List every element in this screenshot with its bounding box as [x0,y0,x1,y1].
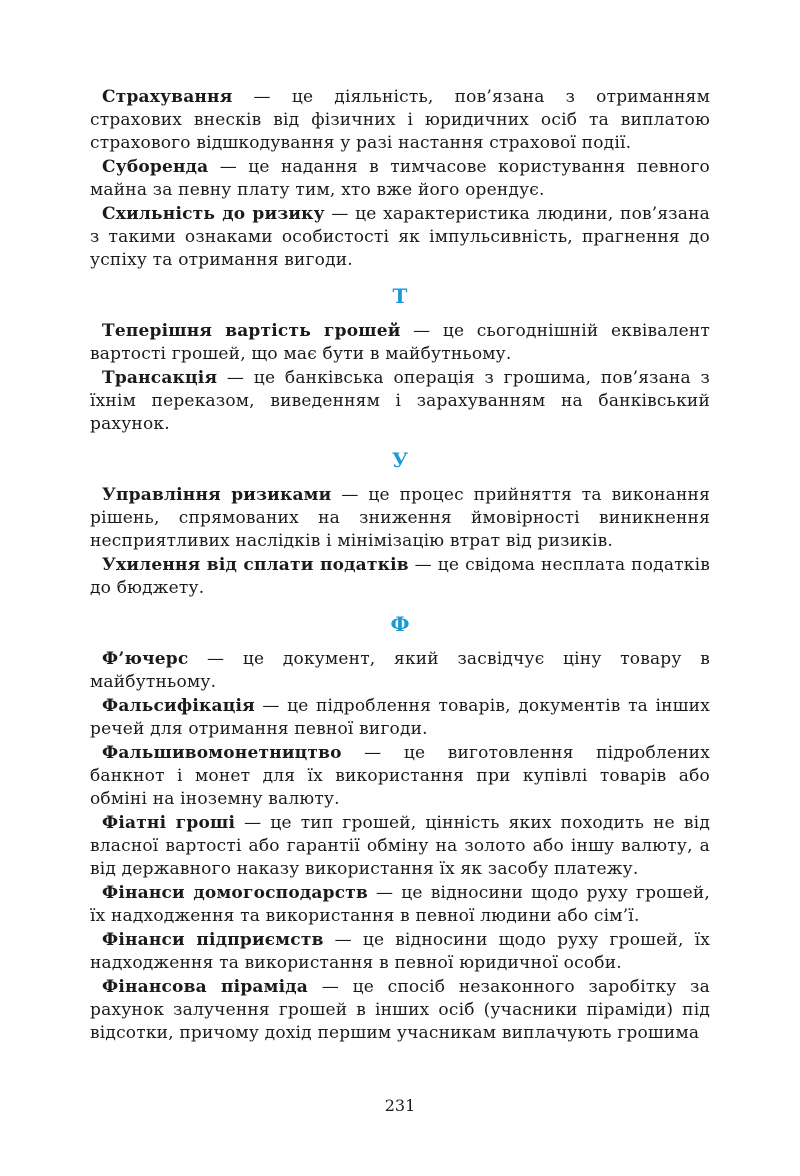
glossary-entry [90,882,710,928]
entry-term: Схильність до ризику [102,204,325,224]
page-number: 231 [384,1096,416,1115]
glossary-entry [90,484,710,553]
section-letter-heading: Т [392,284,408,308]
entry-term: Трансакція [102,368,218,388]
glossary-entry [90,156,710,202]
entry-term: Суборенда [102,157,209,177]
glossary-entry [90,648,710,694]
glossary-entry [90,203,710,272]
entry-term: Управління ризиками [102,485,332,505]
entry-term: Фальсифікація [102,696,255,716]
entry-definition: — це діяльність, пов’язана з отриманням страхових внесків від фізичних і юридичних осіб та виплатою страхового відшкодування у разі настання страхової події. [90,87,710,153]
entry-definition: — це банківська операція з грошима, пов’язана з їхнім переказом, виведенням і зарахуванням на банківський рахунок. [90,368,710,434]
entry-definition: — це документ, який засвідчує ціну товару в майбутньому. [90,649,710,692]
entry-definition: — це підроблення товарів, документів та інших речей для отримання певної вигоди. [90,696,710,739]
entry-definition: — це відносини щодо руху грошей, їх надходження та використання в певної юридичної особи. [90,930,710,973]
entry-term: Теперішня вартість грошей [102,321,401,341]
entry-term: Фінансова піраміда [102,977,308,997]
glossary-entry [90,320,710,366]
entry-term: Ф’ючерс [102,649,189,669]
glossary-entry [90,367,710,436]
entry-definition: — це сьогоднішній еквівалент вартості грошей, що має бути в майбутньому. [90,321,710,364]
glossary-entry [90,812,710,881]
entry-term: Фальшивомонетництво [102,743,342,763]
glossary-entry [90,929,710,975]
entry-definition: — це спосіб незаконного заробітку за рахунок залучення грошей в інших осіб (учасники піраміди) під відсотки, причому дохід першим учасникам виплачують грошима [90,977,710,1043]
glossary-entry [90,976,710,1045]
entry-term: Фінанси домогосподарств [102,883,368,903]
glossary-entry [90,742,710,811]
glossary-entry [90,554,710,600]
entry-term: Фінанси підприємств [102,930,324,950]
entry-term: Ухилення від сплати податків [102,555,409,575]
entry-definition: — це свідома несплата податків до бюджету. [90,555,710,598]
entry-definition: — це процес прийняття та виконання рішень, спрямованих на зниження ймовірності виникнення несприятливих наслідків і мінімізацію втрат від ризиків. [90,485,710,551]
entry-definition: — це виготовлення підроблених банкнот і монет для їх використання при купівлі товарів або обміні на іноземну валюту. [90,743,710,809]
entry-definition: — це відносини щодо руху грошей, їх надходження та використання в певної людини або сім’ї. [90,883,710,926]
entry-term: Фіатні гроші [102,813,236,833]
section-letter-heading: У [391,448,409,472]
entry-definition: — це характеристика людини, пов’язана з такими ознаками особистості як імпульсивність, прагнення до успіху та отримання вигоди. [90,204,710,270]
entry-definition: — це тип грошей, цінність яких походить не від власної вартості або гарантії обміну на золото або іншу валюту, а від державного наказу використання їх як засобу платежу. [90,813,710,879]
glossary-page [90,86,710,1046]
glossary-entry [90,86,710,155]
section-letter-heading: Ф [390,612,410,636]
glossary-entry [90,695,710,741]
entry-definition: — це надання в тимчасове користування певного майна за певну плату тим, хто вже його орендує. [90,157,710,200]
entry-term: Страхування [102,87,233,107]
